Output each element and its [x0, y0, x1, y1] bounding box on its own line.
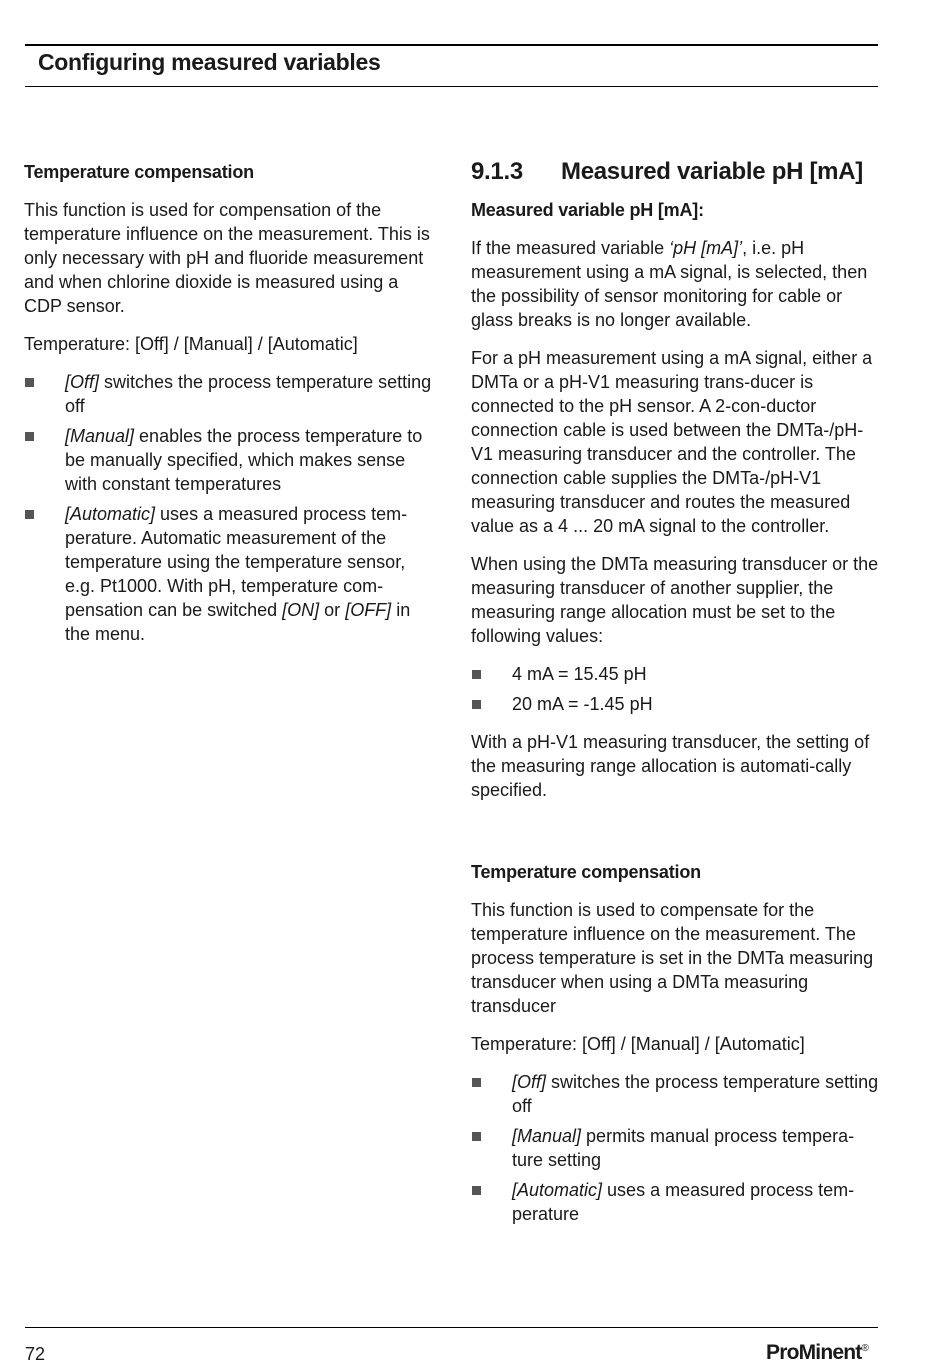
option-term: [Automatic] [65, 504, 156, 524]
page-number: 72 [25, 1344, 46, 1364]
option-text-mid: or [319, 600, 346, 620]
list-item [24, 424, 434, 496]
option-text: uses a measured process tem-perature. Automatic measurement of the temperature using the temperature sensor, e.g. Pt1000. With pH, temperature com-pensation can be switched [65, 504, 408, 620]
p1-post-text: , i.e. pH measurement using a mA signal, is selected, then the possibility of sensor monitoring for cable or glass breaks is no longer available. [471, 238, 868, 330]
right-paragraph-2: For a pH measurement using a mA signal, either a DMTa or a pH-V1 measuring trans-ducer is connected to the pH sensor. A 2-con-ductor connection cable is used between the DMTa-/pH-V1 measuring transducer and the controller. The connection cable supplies the DMTa-/pH-V1 measuring transducer and routes the measured value as a 4 ... 20 mA signal to the controller. [471, 348, 873, 536]
list-item [24, 502, 434, 646]
section-spacer [471, 816, 881, 860]
page-header-title: Configuring measured variables [38, 49, 381, 75]
option-text-tail: in the menu. [65, 600, 411, 644]
square-bullet-icon [472, 700, 481, 709]
list-item [471, 662, 881, 686]
square-bullet-icon [472, 1132, 481, 1141]
right-option-list [471, 1070, 881, 1226]
square-bullet-icon [472, 670, 481, 679]
right-subheading-2: Temperature compensation [471, 862, 701, 882]
option-term: [Manual] [65, 426, 135, 446]
option-text: enables the process temperature to be manually specified, which makes sense with constant temperatures [65, 426, 423, 494]
square-bullet-icon [25, 510, 34, 519]
range-value: 4 mA = 15.45 pH [512, 664, 647, 684]
section-heading [471, 156, 881, 188]
p1-pre-text: If the measured variable [471, 238, 670, 258]
option-term: [Off] [512, 1072, 547, 1092]
right-paragraph-3: When using the DMTa measuring transducer or the measuring transducer of another supplier, the measuring range allocation must be set to the following values: [471, 554, 879, 646]
list-item [471, 1124, 881, 1172]
option-term-off: [OFF] [345, 600, 392, 620]
square-bullet-icon [25, 432, 34, 441]
section-title: Measured variable pH [mA] [561, 158, 863, 185]
p1-variable-name: ‘pH [mA]’ [669, 238, 743, 258]
option-term-on: [ON] [282, 600, 320, 620]
option-text: switches the process temperature setting off [512, 1072, 879, 1116]
option-term: [Automatic] [512, 1180, 603, 1200]
range-values-list [471, 662, 881, 716]
list-item [471, 692, 881, 716]
registered-mark: ® [861, 1343, 869, 1354]
option-text: switches the process temperature setting off [65, 372, 432, 416]
left-column [24, 160, 434, 660]
square-bullet-icon [472, 1078, 481, 1087]
footer-rule [25, 1327, 878, 1328]
left-options-line: Temperature: [Off] / [Manual] / [Automatic] [24, 334, 358, 354]
option-text: permits manual process tempera-ture setting [512, 1126, 855, 1170]
right-paragraph-5: This function is used to compensate for the temperature influence on the measurement. The process temperature is set in the DMTa measuring transducer when using a DMTa measuring transducer [471, 900, 874, 1016]
right-subheading: Measured variable pH [mA]: [471, 200, 704, 220]
header-bottom-rule [25, 86, 878, 87]
right-options-line: Temperature: [Off] / [Manual] / [Automatic] [471, 1034, 805, 1054]
header-top-rule [25, 44, 878, 46]
square-bullet-icon [25, 378, 34, 387]
left-intro-paragraph: This function is used for compensation of the temperature influence on the measurement. This is only necessary with pH and fluoride measurement and when chlorine dioxide is measured using a CDP sensor. [24, 200, 430, 316]
list-item [24, 370, 434, 418]
left-subheading: Temperature compensation [24, 162, 254, 182]
list-item [471, 1070, 881, 1118]
prominent-logo [766, 1341, 868, 1365]
option-term: [Manual] [512, 1126, 582, 1146]
right-paragraph-4: With a pH-V1 measuring transducer, the setting of the measuring range allocation is automati-cally specified. [471, 732, 870, 800]
option-text: uses a measured process tem-perature [512, 1180, 855, 1224]
right-paragraph-1 [471, 236, 881, 332]
list-item [471, 1178, 881, 1226]
right-column [471, 156, 881, 1240]
range-value: 20 mA = -1.45 pH [512, 694, 653, 714]
section-number: 9.1.3 [471, 158, 523, 185]
logo-text: ProMinent [766, 1341, 862, 1364]
option-term: [Off] [65, 372, 100, 392]
left-option-list [24, 370, 434, 646]
square-bullet-icon [472, 1186, 481, 1195]
